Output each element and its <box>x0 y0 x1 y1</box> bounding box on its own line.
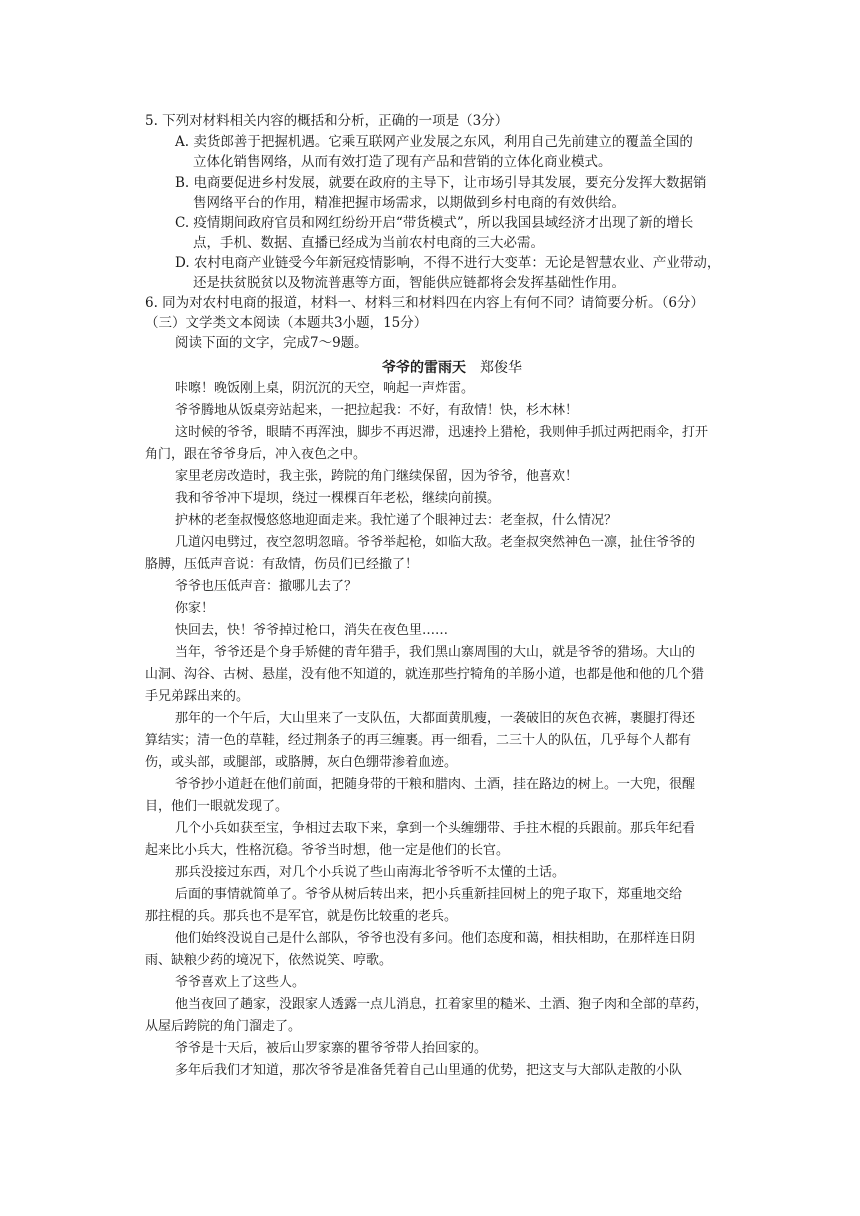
story-line: 算结实；清一色的草鞋，经过荆条子的再三缠裹。再一细看，二三十人的队伍，几乎每个人都有 <box>145 733 692 748</box>
option-b-line-1: B. 电商要促进乡村发展，就要在政府的主导下，让市场引导其发展，要充分发挥大数据销 <box>175 175 707 191</box>
story-line: 我和爷爷冲下堤坝，绕过一棵棵百年老松，继续向前摸。 <box>175 491 501 506</box>
story-line: 爷爷抄小道赶在他们前面，把随身带的干粮和腊肉、土酒，挂在路边的树上。一大兜，很醒 <box>175 777 696 792</box>
story-line: 胳膊，压低声音说：有敌情，伤员们已经撤了！ <box>145 557 419 572</box>
story-line: 那拄棍的兵。那兵也不是军官，就是伤比较重的老兵。 <box>145 909 458 924</box>
story-line: 伤，或头部，或腿部，或胳膊，灰白色绷带渗着血迹。 <box>145 755 458 770</box>
story-line: 几道闪电劈过，夜空忽明忽暗。爷爷举起枪，如临大敌。老奎叔突然神色一凛，扯住爷爷的 <box>175 535 696 550</box>
story-line: 快回去，快！爷爷掉过枪口，消失在夜色里…… <box>175 623 449 638</box>
story-line: 爷爷也压低声音：撤哪儿去了？ <box>175 579 358 594</box>
story-line: 那年的一个午后，大山里来了一支队伍，大都面黄肌瘦，一袭破旧的灰色衣裤，裹腿打得还 <box>175 711 696 726</box>
question-5-stem: 5. 下列对材料相关内容的概括和分析，正确的一项是（3分） <box>145 113 509 129</box>
option-d-line-1: D. 农村电商产业链受今年新冠疫情影响，不得不进行大变革：无论是智慧农业、产业带动， <box>175 255 721 271</box>
story-line: 从屋后跨院的角门溜走了。 <box>145 1019 302 1034</box>
story-line: 家里老房改造时，我主张，跨院的角门继续保留，因为爷爷，他喜欢！ <box>175 469 579 484</box>
story-line: 护林的老奎叔慢悠悠地迎面走来。我忙递了个眼神过去：老奎叔，什么情况？ <box>175 513 618 528</box>
story-line: 当年，爷爷还是个身手矫健的青年猎手，我们黑山寨周围的大山，就是爷爷的猎场。大山的 <box>175 645 696 660</box>
story-line: 手兄弟踩出来的。 <box>145 689 250 704</box>
option-d-line-2: 还是扶贫脱贫以及物流普惠等方面，智能供应链都将会发挥基础性作用。 <box>193 275 625 291</box>
story-line: 那兵没接过东西，对几个小兵说了些山南海北爷爷听不太懂的土话。 <box>175 865 566 880</box>
story-line: 他当夜回了趟家，没跟家人透露一点儿消息，扛着家里的糙米、土酒、狍子肉和全部的草药， <box>175 997 709 1012</box>
story-line: 多年后我们才知道，那次爷爷是准备凭着自己山里通的优势，把这支与大部队走散的小队 <box>175 1063 683 1078</box>
story-line: 角门，跟在爷爷身后，冲入夜色之中。 <box>145 447 367 462</box>
story-line: 爷爷腾地从饭桌旁站起来，一把拉起我：不好，有敌情！快，杉木林！ <box>175 403 579 418</box>
story-line: 咔嚓！晚饭刚上桌，阴沉沉的天空，响起一声炸雷。 <box>175 381 475 396</box>
question-6: 6. 同为对农村电商的报道，材料一、材料三和材料四在内容上有何不同？请简要分析。（6分） <box>145 295 705 311</box>
story-line: 后面的事情就简单了。爷爷从树后转出来，把小兵重新挂回树上的兜子取下，郑重地交给 <box>175 887 683 902</box>
story-line: 他们始终没说自己是什么部队，爷爷也没有多问。他们态度和蔼，相扶相助，在那样连日阴 <box>175 931 696 946</box>
option-a-line-1: A. 卖货郎善于把握机遇。它乘互联网产业发展之东风，利用自己先前建立的覆盖全国的 <box>175 134 693 150</box>
section-header: （三）文学类文本阅读（本题共3小题，15分） <box>145 315 428 331</box>
story-line: 山洞、沟谷、古树、悬崖，没有他不知道的，就连那些拧犄角的羊肠小道，也都是他和他的几个猎 <box>145 667 705 682</box>
story-title-row <box>382 357 522 377</box>
story-line: 这时候的爷爷，眼睛不再浑浊，脚步不再迟滞，迅速拎上猎枪，我则伸手抓过两把雨伞，打开 <box>175 425 709 440</box>
story-line: 雨、缺粮少药的境况下，依然说笑、哼歌。 <box>145 953 393 968</box>
story-line: 几个小兵如获至宝，争相过去取下来，拿到一个头缠绷带、手拄木棍的兵跟前。那兵年纪看 <box>175 821 696 836</box>
story-line: 爷爷喜欢上了这些人。 <box>175 975 306 990</box>
option-b-line-2: 售网络平台的作用，精准把握市场需求，以期做到乡村电商的有效供给。 <box>193 195 625 211</box>
option-c-line-2: 点，手机、数据、直播已经成为当前农村电商的三大必需。 <box>193 235 544 251</box>
reading-instruction: 阅读下面的文字，完成7～9题。 <box>175 335 368 351</box>
story-line: 目，他们一眼就发现了。 <box>145 799 289 814</box>
option-a-line-2: 立体化销售网络，从而有效打造了现有产品和营销的立体化商业模式。 <box>193 154 612 170</box>
story-line: 你家！ <box>175 601 215 616</box>
story-author: 郑俊华 <box>480 360 522 376</box>
story-line: 起来比小兵大，性格沉稳。爷爷当时想，他一定是他们的长官。 <box>145 843 510 858</box>
story-line: 爷爷是十天后，被后山罗家寨的瞿爷爷带人抬回家的。 <box>175 1041 488 1056</box>
story-title: 爷爷的雷雨天 <box>382 360 466 376</box>
option-c-line-1: C. 疫情期间政府官员和网红纷纷开启“带货模式”，所以我国县域经济才出现了新的增长 <box>175 215 694 231</box>
